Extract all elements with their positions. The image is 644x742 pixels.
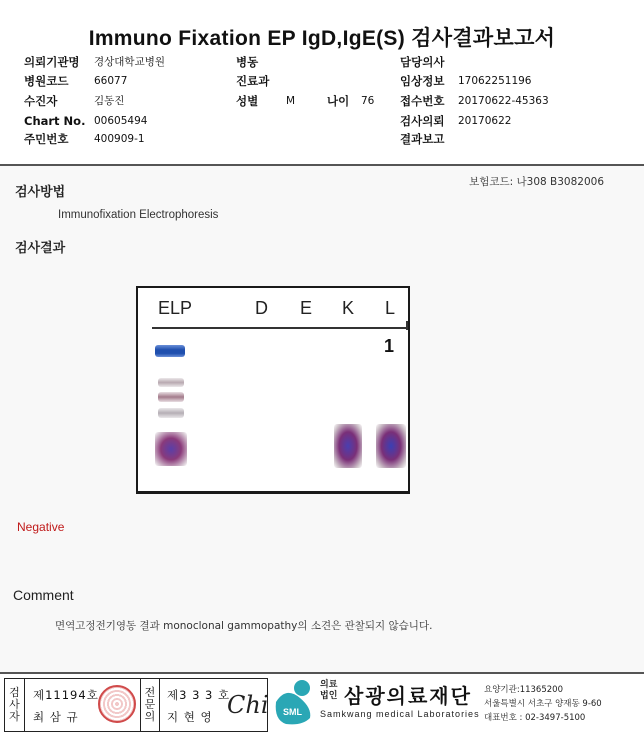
info-label: 병원코드 xyxy=(24,74,69,88)
info-label: 나이 xyxy=(327,94,350,108)
info-value: 경상대학교병원 xyxy=(94,56,166,68)
info-label: 성별 xyxy=(236,94,259,108)
examiner-role xyxy=(5,679,25,731)
lane-divider-tick xyxy=(406,321,408,330)
role-char: 검 xyxy=(9,686,20,699)
info-value: 17062251196 xyxy=(458,75,532,87)
info-label: 진료과 xyxy=(236,74,270,88)
info-row-resident-no xyxy=(24,132,145,146)
info-row-request-date xyxy=(400,114,512,128)
handwritten-signature: Chi xyxy=(227,691,269,719)
role-char: 문 xyxy=(144,698,156,711)
examiner-number: 제11194호 xyxy=(33,688,99,702)
lane-label-l: L xyxy=(385,298,396,318)
examiner-name: 최 삼 규 xyxy=(33,710,79,724)
info-row-department xyxy=(236,75,269,88)
info-row-report-date xyxy=(400,133,444,146)
info-row-patient xyxy=(24,94,125,108)
info-row-age xyxy=(327,94,375,108)
report-title: Immuno Fixation EP IgD,IgE(S) 검사결과보고서 xyxy=(88,27,556,50)
elp-gamma-band xyxy=(155,432,187,466)
info-row-sex xyxy=(236,94,296,108)
org-name: 삼광의료재단 xyxy=(344,684,472,708)
insurance-code: 보험코드: 나308 B3082006 xyxy=(469,176,604,188)
lane-marker: 1 xyxy=(384,336,395,356)
info-row-receipt-no xyxy=(400,94,549,108)
info-row-clinical-info xyxy=(400,74,532,88)
info-row-institution xyxy=(24,55,166,69)
specialist-name: 지 현 영 xyxy=(167,710,213,724)
info-label: 검사의뢰 xyxy=(400,114,445,128)
info-value: M xyxy=(286,95,296,107)
info-label: 의뢰기관명 xyxy=(24,55,80,69)
method-heading: 검사방법 xyxy=(15,185,66,200)
lambda-band xyxy=(376,424,406,468)
lane-label-elp: ELP xyxy=(158,298,193,318)
contact-line: 서울특별시 서초구 양재동 9-60 xyxy=(484,699,602,709)
footer-divider xyxy=(0,672,644,674)
elp-albumin-band xyxy=(155,345,185,357)
info-value: 00605494 xyxy=(94,115,148,127)
org-type xyxy=(320,680,337,702)
info-label: 병동 xyxy=(236,55,259,69)
info-value: 20170622 xyxy=(458,115,512,127)
examiner-seal-stamp xyxy=(98,685,136,723)
info-label: 담당의사 xyxy=(400,55,445,69)
info-label: 수진자 xyxy=(24,94,58,108)
result-heading: 검사결과 xyxy=(15,241,66,256)
role-char: 자 xyxy=(9,710,20,723)
role-char: 사 xyxy=(9,698,20,711)
info-value: 66077 xyxy=(94,75,128,87)
info-value: 김동진 xyxy=(94,95,125,107)
logo-text: SML xyxy=(283,707,302,717)
specialist-role xyxy=(140,679,160,731)
elp-beta-band xyxy=(158,408,184,418)
method-text: Immunofixation Electrophoresis xyxy=(58,209,219,221)
info-label: 결과보고 xyxy=(400,132,445,146)
info-row-hospital-code xyxy=(24,74,128,88)
role-char: 의 xyxy=(144,710,156,723)
kappa-band xyxy=(334,424,362,468)
info-label: Chart No. xyxy=(24,114,86,128)
info-row-doctor xyxy=(400,56,444,69)
lane-label-d: D xyxy=(255,298,268,318)
info-value: 400909-1 xyxy=(94,133,145,145)
immunofixation-gel-image xyxy=(136,286,410,494)
role-char: 전 xyxy=(144,686,156,699)
org-type-line: 법인 xyxy=(320,691,338,701)
lane-label-k: K xyxy=(342,298,355,318)
specialist-number: 제3 3 3 호 xyxy=(167,688,231,702)
contact-line: 대표번호 : 02-3497-5100 xyxy=(484,713,586,723)
sml-logo-icon xyxy=(272,678,316,726)
contact-line: 요양기관:11365200 xyxy=(484,685,563,695)
lane-divider xyxy=(152,327,406,329)
result-value: Negative xyxy=(17,520,65,534)
elp-alpha-band xyxy=(158,378,184,387)
info-label: 주민번호 xyxy=(24,132,69,146)
info-value: 20170622-45363 xyxy=(458,95,549,107)
comment-text: 면역고정전기영동 결과 monoclonal gammopathy의 소견은 관찰되지 않습니다. xyxy=(55,620,433,632)
info-label: 접수번호 xyxy=(400,94,445,108)
org-english-name: Samkwang medical Laboratories xyxy=(320,709,480,719)
comment-heading: Comment xyxy=(13,587,74,603)
signature-box xyxy=(4,678,268,732)
org-contact xyxy=(484,683,602,725)
info-value: 76 xyxy=(361,95,375,107)
lane-label-e: E xyxy=(300,298,313,318)
org-type-line: 의료 xyxy=(320,680,338,690)
info-row-ward xyxy=(236,56,258,69)
elp-alpha2-band xyxy=(158,392,184,402)
info-label: 임상정보 xyxy=(400,74,445,88)
info-row-chart-no xyxy=(24,114,148,128)
